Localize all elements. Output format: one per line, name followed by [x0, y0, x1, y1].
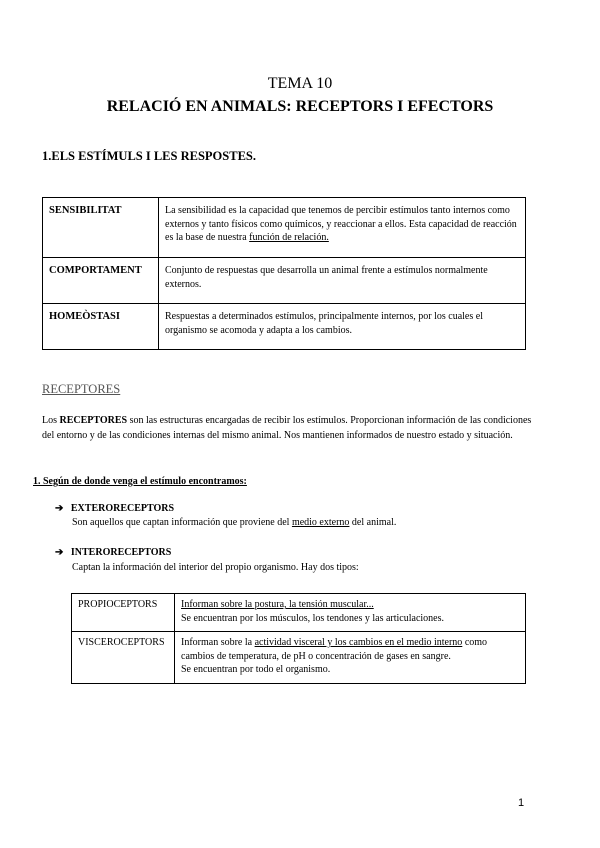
- concept-term: SENSIBILITAT: [43, 198, 159, 258]
- concept-term: COMPORTAMENT: [43, 258, 159, 304]
- concept-definition: Conjunto de respuestas que desarrolla un animal frente a estímulos normalmente externos.: [159, 258, 526, 304]
- table-row: [43, 198, 526, 258]
- topic-number: TEMA 10: [267, 75, 333, 92]
- receptores-subtitle: RECEPTORES: [42, 382, 121, 396]
- exteroreceptors-title: EXTERORECEPTORS: [70, 503, 175, 514]
- section-heading: 1.ELS ESTÍMULS I LES RESPOSTES.: [42, 149, 256, 163]
- receptor-type-name: VISCEROCEPTORS: [72, 632, 175, 684]
- concept-link: función de relación.: [249, 232, 329, 243]
- concept-definition: Respuestas a determinados estímulos, principalmente internos, por los cuales el organismo se acomoda y adapta a los cambios.: [159, 304, 526, 350]
- receptor-type-description: Informan sobre la postura, la tensión muscular... Se encuentran por los músculos, los tendones y las articulaciones.: [175, 594, 526, 632]
- interoreceptors-text: Captan la información del interior del propio organismo. Hay dos tipos:: [72, 562, 359, 573]
- arrow-icon: ➔: [55, 503, 64, 514]
- table-row: [72, 632, 526, 684]
- exteroreceptors-item: [55, 503, 174, 514]
- concept-term: HOMEÒSTASI: [43, 304, 159, 350]
- interoreceptors-title: INTERORECEPTORS: [70, 547, 172, 558]
- table-row: [43, 304, 526, 350]
- concepts-table: [42, 197, 526, 350]
- interoreceptors-item: [55, 547, 171, 558]
- receptor-type-description: Informan sobre la actividad visceral y los cambios en el medio interno como cambios de temperatura, de pH o concentración de gases en sangre. Se encuentran por todo el organismo.: [175, 632, 526, 684]
- page-number: 1: [518, 797, 525, 809]
- table-row: [43, 258, 526, 304]
- receptores-intro: Los RECEPTORES son las estructuras encargadas de recibir los estímulos. Proporcionan información de las condiciones del entorno y de las condiciones internas del mismo animal. Nos mantienen informados de nuestro estado y situación.: [42, 415, 532, 441]
- receptor-types-table: [71, 593, 526, 684]
- exteroreceptors-text: Son aquellos que captan información que proviene del medio externo del animal.: [72, 517, 397, 528]
- arrow-icon: ➔: [55, 547, 64, 558]
- page-title: RELACIÓ EN ANIMALS: RECEPTORS I EFECTORS: [106, 98, 494, 115]
- concept-definition: La sensibilidad es la capacidad que tenemos de percibir estímulos tanto internos como externos y tanto físicos como químicos, y reaccionar a ellos. Esta capacidad de reacción es la base de nuestra función de relación.: [159, 198, 526, 258]
- table-row: [72, 594, 526, 632]
- receptor-type-name: PROPIOCEPTORS: [72, 594, 175, 632]
- classification-heading: 1. Según de donde venga el estímulo encontramos:: [33, 476, 247, 487]
